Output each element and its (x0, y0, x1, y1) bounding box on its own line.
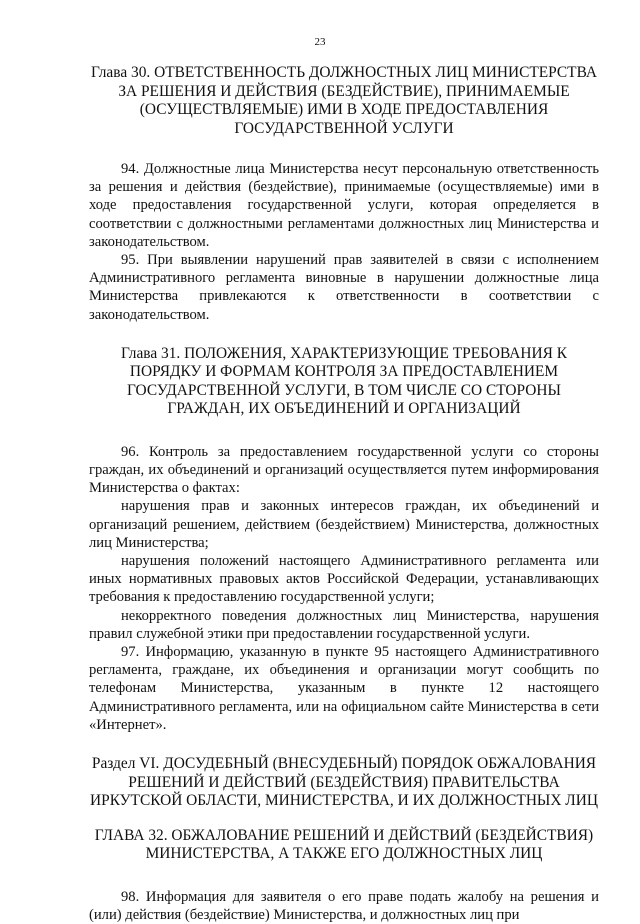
section-6-heading: Раздел VI. ДОСУДЕБНЫЙ (ВНЕСУДЕБНЫЙ) ПОРЯДОК ОБЖАЛОВАНИЯ РЕШЕНИЙ И ДЕЙСТВИЙ (БЕЗДЕЙСТВИЯ) ПРАВИТЕЛЬСТВА ИРКУТСКОЙ ОБЛАСТИ, МИНИСТЕРСТВА, И ИХ ДОЛЖНОСТНЫХ ЛИЦ (90, 755, 598, 810)
paragraph-94: 94. Должностные лица Министерства несут персональную ответственность за решения и действия (бездействие), принимаемые (осуществляемые) ими в ходе предоставления государственной услуги, которая определяется в соответствии с должностными регламентами должностных лиц Министерства и законодательством. (89, 161, 599, 250)
paragraph-96-item-3: некорректного поведения должностных лиц Министерства, нарушения правил служебной этики при предоставлении государственной услуги. (89, 607, 599, 642)
paragraph-96-item-1: нарушения прав и законных интересов граждан, их объединений и организаций решением, действием (бездействием) Министерства, должностных лиц Министерства; (89, 498, 599, 551)
chapter-32-heading: ГЛАВА 32. ОБЖАЛОВАНИЕ РЕШЕНИЙ И ДЕЙСТВИЙ (БЕЗДЕЙСТВИЯ) МИНИСТЕРСТВА, А ТАКЖЕ ЕГО ДОЛЖНОСТНЫХ ЛИЦ (94, 826, 594, 863)
page-number: 23 (314, 36, 326, 48)
chapter-31-heading: Глава 31. ПОЛОЖЕНИЯ, ХАРАКТЕРИЗУЮЩИЕ ТРЕБОВАНИЯ К ПОРЯДКУ И ФОРМАМ КОНТРОЛЯ ЗА ПРЕДОСТАВЛЕНИЕМ ГОСУДАРСТВЕННОЙ УСЛУГИ, В ТОМ ЧИСЛЕ СО СТОРОНЫ ГРАЖДАН, ИХ ОБЪЕДИНЕНИЙ И ОРГАНИЗАЦИЙ (121, 344, 567, 418)
chapter-30-heading: Глава 30. ОТВЕТСТВЕННОСТЬ ДОЛЖНОСТНЫХ ЛИЦ МИНИСТЕРСТВА ЗА РЕШЕНИЯ И ДЕЙСТВИЯ (БЕЗДЕЙСТВИЕ), ПРИНИМАЕМЫЕ (ОСУЩЕСТВЛЯЕМЫЕ) ИМИ В ХОДЕ ПРЕДОСТАВЛЕНИЯ ГОСУДАРСТВЕННОЙ УСЛУГИ (91, 64, 597, 137)
paragraph-97: 97. Информацию, указанную в пункте 95 настоящего Административного регламента, граждане, их объединения и организации могут сообщить по телефонам Министерства, указанным в пункте 12 настоящего Административного регламента, или на официальном сайте Министерства в сети «Интернет». (89, 644, 599, 733)
paragraph-96-item-2: нарушения положений настоящего Административного регламента или иных нормативных правовых актов Российской Федерации, устанавливающих требования к предоставлению государственной услуги; (89, 553, 599, 606)
document-body (89, 64, 599, 924)
paragraph-98: 98. Информация для заявителя о его праве подать жалобу на решения и (или) действия (бездействие) Министерства, и должностных лиц при (89, 888, 599, 923)
paragraph-95: 95. При выявлении нарушений прав заявителей в связи с исполнением Административного регламента виновные в нарушении должностные лица Министерства привлекаются к ответственности в соответствии с законодательством. (89, 252, 599, 323)
paragraph-96: 96. Контроль за предоставлением государственной услуги со стороны граждан, их объединений и организаций осуществляется путем информирования Министерства о фактах: (89, 443, 599, 497)
